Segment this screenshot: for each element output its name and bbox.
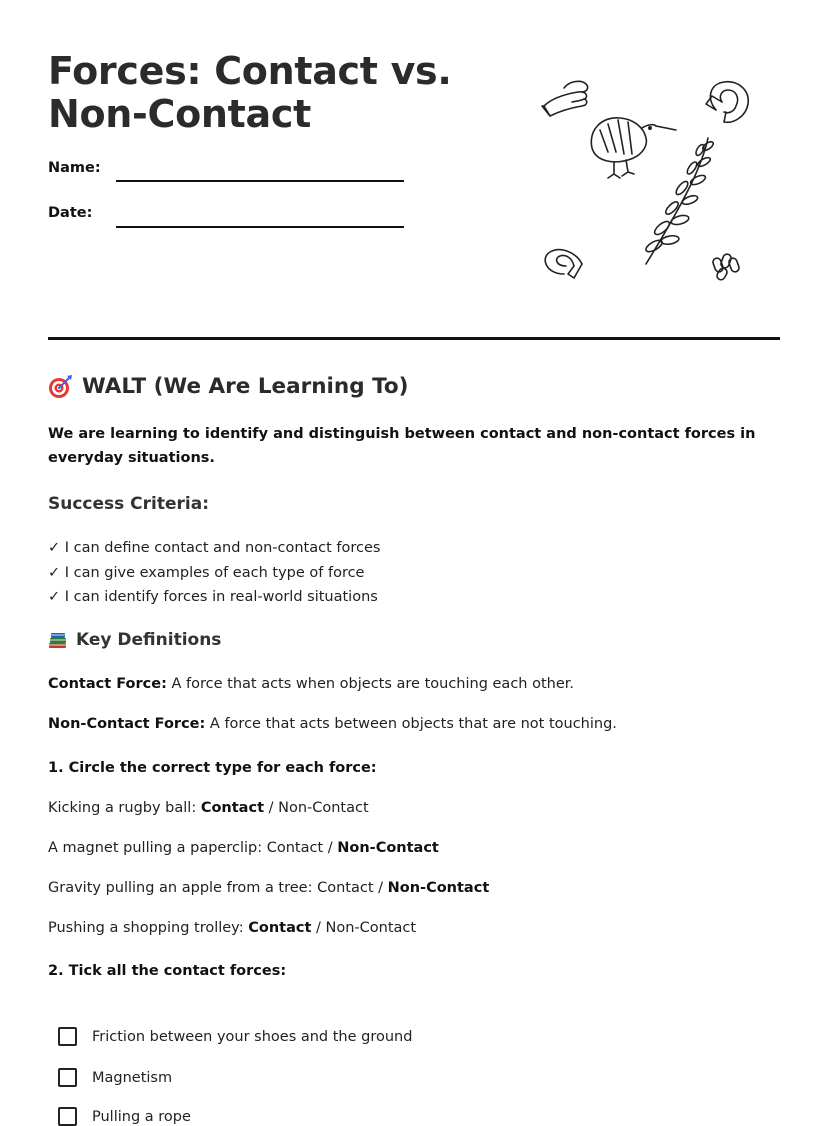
question-2-heading: 2. Tick all the contact forces: xyxy=(48,963,287,979)
option-contact[interactable]: Contact xyxy=(317,880,374,896)
tick-item xyxy=(58,1107,191,1126)
fern-icon xyxy=(644,138,714,264)
tick-item-label: Friction between your shoes and the ground xyxy=(92,1028,413,1045)
option-non-contact[interactable]: Non-Contact xyxy=(387,880,490,896)
name-label: Name: xyxy=(48,160,101,176)
option-non-contact[interactable]: Non-Contact xyxy=(325,920,417,936)
q1-item xyxy=(48,840,439,856)
option-separator: / xyxy=(373,880,388,896)
date-field[interactable] xyxy=(116,226,404,228)
option-separator: / xyxy=(311,920,326,936)
success-criteria-heading: Success Criteria: xyxy=(48,494,210,514)
walt-heading xyxy=(48,373,409,399)
tick-item-label: Pulling a rope xyxy=(92,1108,191,1125)
option-separator: / xyxy=(323,840,338,856)
checkbox[interactable] xyxy=(58,1068,77,1087)
checkbox[interactable] xyxy=(58,1027,77,1046)
contact-term: Contact Force: xyxy=(48,676,167,692)
q1-item-text: Gravity pulling an apple from a tree: xyxy=(48,880,318,896)
q1-item xyxy=(48,800,369,816)
question-1-heading: 1. Circle the correct type for each force: xyxy=(48,760,377,776)
criteria-item: ✓ I can identify forces in real-world situations xyxy=(48,589,378,605)
page-title: Forces: Contact vs. Non-Contact xyxy=(48,49,452,136)
target-dart-icon xyxy=(48,373,74,399)
magnet-icon xyxy=(706,82,748,123)
kiwi-bird-icon xyxy=(591,118,676,178)
key-definitions-heading xyxy=(48,630,221,650)
q1-item-text: A magnet pulling a paperclip: xyxy=(48,840,267,856)
tick-item xyxy=(58,1068,172,1087)
criteria-item: ✓ I can give examples of each type of force xyxy=(48,564,365,581)
option-contact[interactable]: Contact xyxy=(266,840,324,856)
date-label: Date: xyxy=(48,205,93,221)
section-divider xyxy=(48,337,780,340)
contact-definition xyxy=(48,676,574,692)
forces-illustration xyxy=(530,68,780,288)
chain-icon xyxy=(712,253,740,281)
tick-item-label: Magnetism xyxy=(92,1069,173,1086)
horseshoe-magnet-icon xyxy=(545,250,582,278)
q1-item-text: Kicking a rugby ball: xyxy=(48,800,201,816)
noncontact-term: Non-Contact Force: xyxy=(48,716,206,732)
noncontact-definition-text: A force that acts between objects that are not touching. xyxy=(205,716,617,732)
option-non-contact[interactable]: Non-Contact xyxy=(337,840,439,856)
contact-definition-text: A force that acts when objects are touching each other. xyxy=(166,676,574,692)
success-criteria-list xyxy=(48,536,380,610)
key-definitions-heading-text: Key Definitions xyxy=(76,630,222,650)
walt-heading-text: WALT (We Are Learning To) xyxy=(82,373,409,399)
q1-item-text: Pushing a shopping trolley: xyxy=(48,920,249,936)
option-contact[interactable]: Contact xyxy=(200,800,264,816)
name-field[interactable] xyxy=(116,180,404,182)
q1-item xyxy=(48,920,416,936)
option-non-contact[interactable]: Non-Contact xyxy=(278,800,369,816)
noncontact-definition xyxy=(48,716,617,732)
criteria-item: ✓ I can define contact and non-contact forces xyxy=(48,540,381,556)
q1-item xyxy=(48,880,489,896)
tick-item xyxy=(58,1027,412,1046)
option-contact[interactable]: Contact xyxy=(248,920,312,936)
option-separator: / xyxy=(264,800,279,816)
checkbox[interactable] xyxy=(58,1107,77,1126)
books-icon xyxy=(48,630,68,650)
hand-icon xyxy=(542,81,588,116)
walt-statement: We are learning to identify and distinguish between contact and non-contact forces in everyday situations. xyxy=(48,426,756,466)
